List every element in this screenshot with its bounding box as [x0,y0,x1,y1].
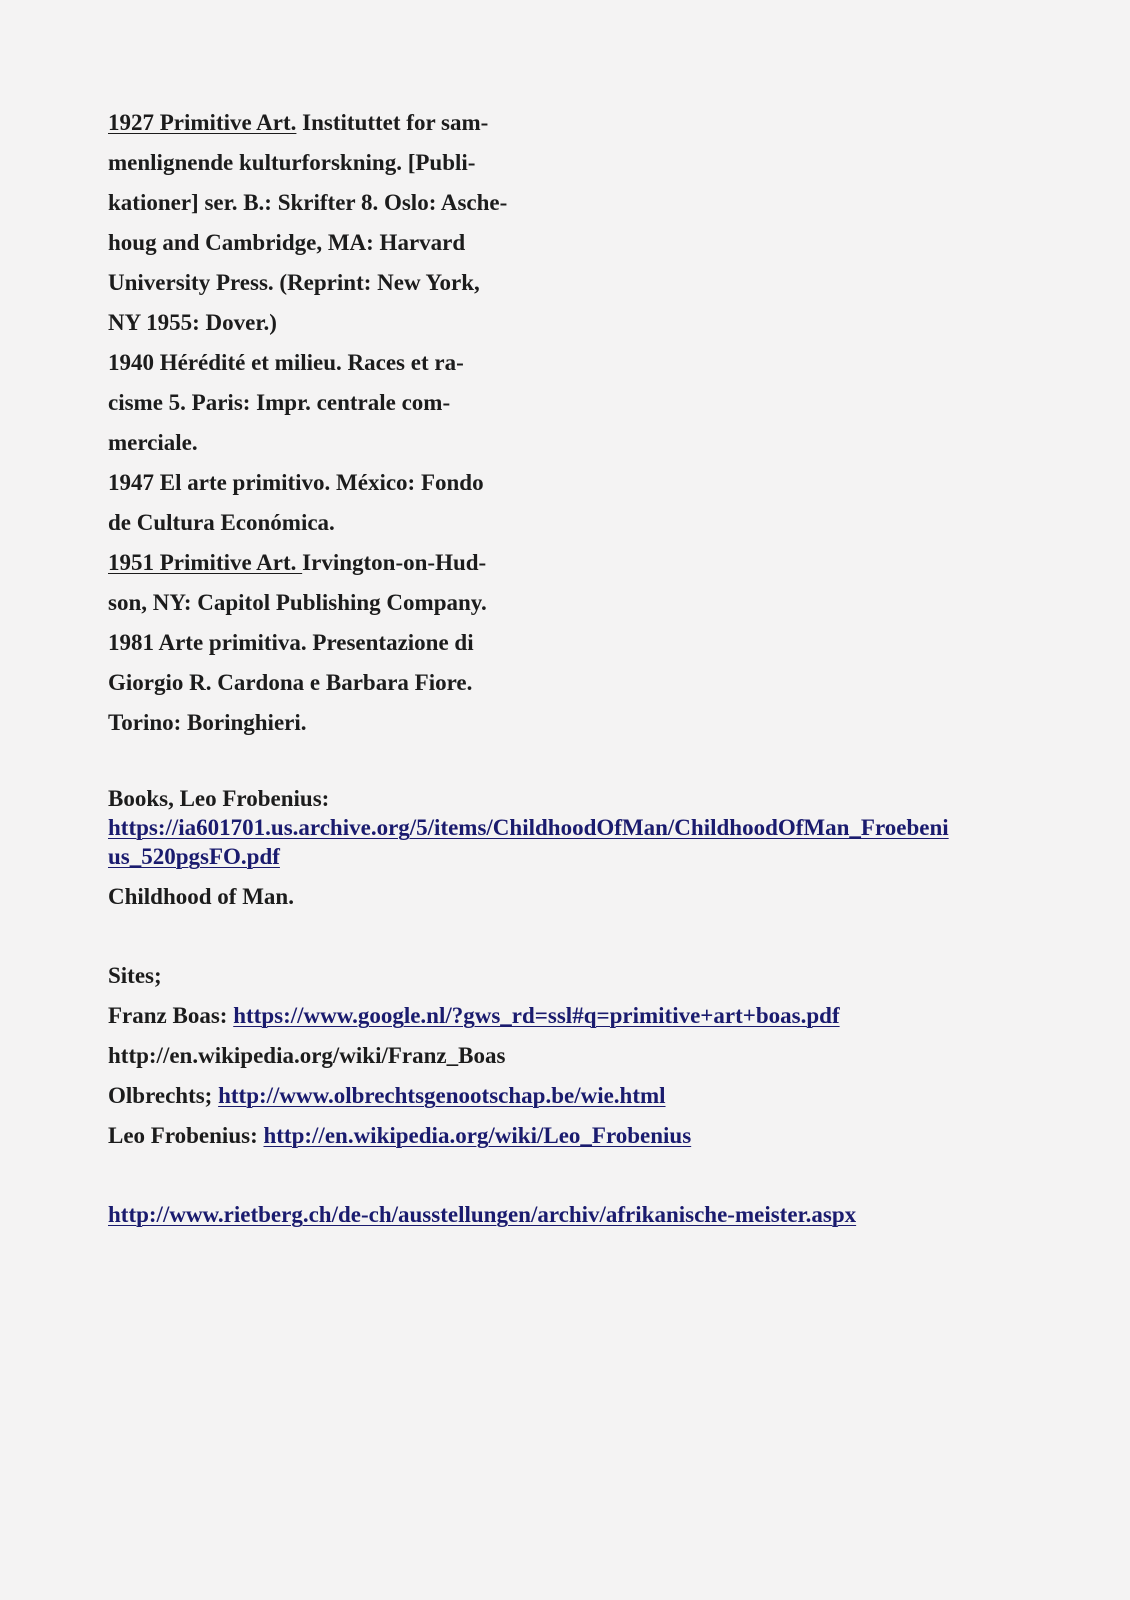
books-section [108,784,1028,917]
site-label: Franz Boas: [108,1003,234,1028]
bib-line: merciale. [108,430,198,455]
bibliography-list [108,103,568,743]
bib-line: son, NY: Capitol Publishing Company. [108,590,487,615]
books-heading: Books, Leo Frobenius: [108,786,330,811]
rietberg-link[interactable]: http://www.rietberg.ch/de-ch/ausstellungen/archiv/afrikanische-meister.aspx [108,1202,857,1227]
bib-line: University Press. (Reprint: New York, [108,270,480,295]
bib-entry-1940: 1940 Hérédité et milieu. Races et ra- [108,350,464,375]
sites-section [108,956,1028,1156]
site-olbrechts [108,1076,1028,1116]
bib-entry-1947: 1947 El arte primitivo. México: Fondo [108,470,484,495]
bib-line: kationer] ser. B.: Skrifter 8. Oslo: Asche- [108,190,508,215]
bib-entry-1981: 1981 Arte primitiva. Presentazione di [108,630,474,655]
bib-line: Giorgio R. Cardona e Barbara Fiore. [108,670,473,695]
book-title: Childhood of Man. [108,884,294,909]
bib-line: NY 1955: Dover.) [108,310,277,335]
bib-line: houg and Cambridge, MA: Harvard [108,230,466,255]
rietberg-link-line [108,1195,856,1235]
archive-link-continued[interactable]: us_520pgsFO.pdf [108,844,280,869]
bib-line: Torino: Boringhieri. [108,710,307,735]
site-label: Olbrechts; [108,1083,219,1108]
site-boas [108,996,1028,1036]
site-frobenius [108,1116,1028,1156]
bib-line: cisme 5. Paris: Impr. centrale com- [108,390,451,415]
site-label: Leo Frobenius: [108,1123,264,1148]
boas-wiki-text: http://en.wikipedia.org/wiki/Franz_Boas [108,1043,506,1068]
sites-heading: Sites; [108,963,162,988]
bib-entry-1951: 1951 Primitive Art. Irvington-on-Hud- [108,550,487,575]
boas-google-link[interactable]: https://www.google.nl/?gws_rd=ssl#q=primitive+art+boas.pdf [233,1003,840,1028]
frobenius-wiki-link[interactable]: http://en.wikipedia.org/wiki/Leo_Frobenius [263,1123,692,1148]
olbrechts-link[interactable]: http://www.olbrechtsgenootschap.be/wie.html [218,1083,666,1108]
bib-line: menlignende kulturforskning. [Publi- [108,150,476,175]
archive-link[interactable]: https://ia601701.us.archive.org/5/items/ChildhoodOfMan/ChildhoodOfMan_Froebeni [108,815,949,840]
bib-entry-1951-title: 1951 Primitive Art. [108,550,303,575]
bib-entry-1927-title: 1927 Primitive Art. [108,110,297,135]
bib-entry-1927: 1927 Primitive Art. Instituttet for sam- [108,110,489,135]
bib-line: de Cultura Económica. [108,510,335,535]
